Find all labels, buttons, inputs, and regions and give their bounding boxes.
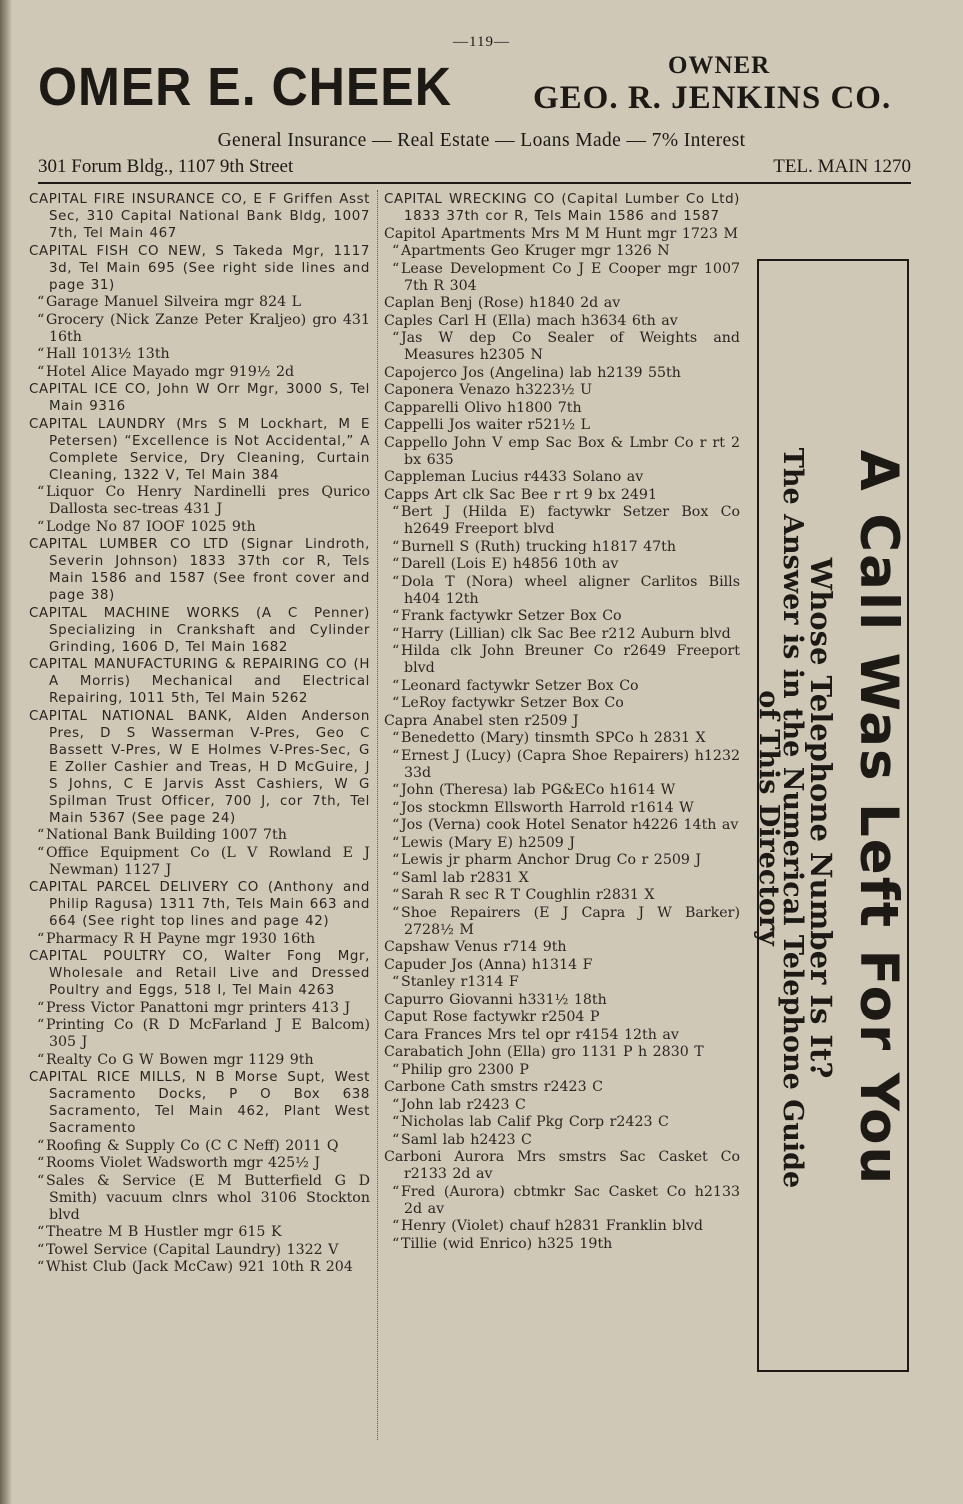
directory-entry	[384, 939, 740, 956]
directory-entry	[29, 1224, 370, 1241]
directory-entry	[384, 678, 740, 695]
entry-text: Capshaw Venus r714 9th	[384, 939, 567, 955]
entry-text: CAPITAL WRECKING CO (Capital Lumber Co Ltd) 1833 37th cor R, Tels Main 1586 and 1587	[384, 192, 740, 224]
ditto-mark: “	[392, 852, 400, 868]
ad-guide-line: of This Directory	[753, 690, 784, 946]
ad-subline: Whose Telephone Number Is It?	[804, 557, 838, 1079]
ditto-mark: “	[37, 1259, 45, 1275]
ditto-mark: “	[392, 1218, 400, 1234]
directory-entry	[384, 556, 740, 573]
directory-entry	[384, 313, 740, 330]
entry-text: Jos stockmn Ellsworth Harrold r1614 W	[401, 799, 694, 816]
directory-entry	[384, 957, 740, 974]
entry-text: Leonard factywkr Setzer Box Co	[401, 677, 639, 694]
directory-entry	[29, 381, 370, 415]
entry-text: Cappelli Jos waiter r521½ L	[384, 417, 591, 433]
directory-entry	[29, 879, 370, 930]
directory-entry	[29, 312, 370, 346]
owner-company: GEO. R. JENKINS CO.	[533, 80, 892, 116]
directory-column-right	[384, 191, 740, 1253]
directory-entry	[29, 1259, 370, 1276]
directory-entry	[384, 1114, 740, 1131]
directory-entry	[384, 1009, 740, 1026]
ditto-mark: “	[392, 573, 400, 590]
entry-text: Carboni Aurora Mrs smstrs Sac Casket Co r2133 2d av	[384, 1149, 740, 1182]
entry-text: Realty Co G W Bowen mgr 1129 9th	[46, 1051, 314, 1068]
entry-text: Stanley r1314 F	[401, 974, 519, 990]
entry-text: Ernest J (Lucy) (Capra Shoe Repairers) h1232 33d	[401, 747, 740, 781]
entry-text: Lewis (Mary E) h2509 J	[401, 834, 575, 851]
entry-text: John lab r2423 C	[401, 1096, 526, 1113]
ad-headline: A Call Was Left For You	[848, 449, 909, 1187]
entry-text: Towel Service (Capital Laundry) 1322 V	[46, 1241, 339, 1258]
telephone-guide-ad	[753, 259, 909, 1372]
directory-entry	[384, 539, 740, 556]
directory-entry	[384, 400, 740, 417]
directory-column-left	[29, 191, 370, 1277]
entry-text: Cara Frances Mrs tel opr r4154 12th av	[384, 1026, 679, 1043]
ditto-mark: “	[392, 730, 400, 746]
directory-entry	[384, 817, 740, 834]
ditto-mark: “	[37, 363, 45, 380]
directory-entry	[29, 294, 370, 311]
entry-text: Sales & Service (E M Butterfield G D Smith) vacuum clnrs whol 3106 Stockton blvd	[46, 1172, 370, 1223]
ditto-mark: “	[392, 643, 400, 659]
ditto-mark: “	[37, 484, 45, 500]
entry-text: Capitol Apartments Mrs M M Hunt mgr 1723 M	[384, 225, 738, 242]
directory-entry	[384, 261, 740, 295]
column-divider	[377, 190, 378, 1440]
directory-entry	[29, 708, 370, 827]
entry-text: Liquor Co Henry Nardinelli pres Qurico Dallosta sec-treas 431 J	[46, 484, 370, 517]
entry-text: Caput Rose factywkr r2504 P	[384, 1009, 600, 1025]
entry-text: Tillie (wid Enrico) h325 19th	[401, 1235, 613, 1252]
entry-text: Apartments Geo Kruger mgr 1326 N	[401, 243, 670, 259]
ditto-mark: “	[392, 834, 400, 851]
directory-entry	[384, 1184, 740, 1218]
ditto-mark: “	[37, 999, 45, 1016]
entry-text: LeRoy factywkr Setzer Box Co	[401, 695, 624, 711]
page-binding-edge	[0, 0, 12, 1504]
ditto-mark: “	[392, 243, 400, 259]
entry-text: Harry (Lillian) clk Sac Bee r212 Auburn blvd	[401, 625, 731, 642]
directory-entry	[29, 1052, 370, 1069]
entry-text: Lease Development Co J E Cooper mgr 1007 7th R 304	[401, 260, 740, 294]
ditto-mark: “	[37, 1155, 45, 1171]
directory-entry	[384, 852, 740, 869]
directory-entry	[384, 870, 740, 887]
entry-text: Capojerco Jos (Angelina) lab h2139 55th	[384, 364, 681, 381]
entry-text: Caples Carl H (Ella) mach h3634 6th av	[384, 312, 678, 329]
entry-text: Cappleman Lucius r4433 Solano av	[384, 469, 644, 485]
ditto-mark: “	[37, 1137, 45, 1154]
entry-text: John (Theresa) lab PG&ECo h1614 W	[401, 782, 676, 798]
ditto-mark: “	[392, 677, 400, 694]
entry-text: Saml lab r2831 X	[401, 869, 529, 886]
ditto-mark: “	[392, 782, 400, 798]
ditto-mark: “	[392, 887, 400, 903]
ditto-mark: “	[37, 294, 45, 310]
directory-entry	[384, 1044, 740, 1061]
directory-entry	[384, 1132, 740, 1149]
ditto-mark: “	[392, 330, 400, 346]
entry-text: Saml lab h2423 C	[401, 1131, 532, 1148]
ditto-mark: “	[392, 1061, 400, 1078]
entry-text: Whist Club (Jack McCaw) 921 10th R 204	[46, 1259, 353, 1275]
directory-entry	[384, 574, 740, 608]
entry-text: Roofing & Supply Co (C C Neff) 2011 Q	[46, 1137, 339, 1154]
directory-entry	[384, 487, 740, 504]
ditto-mark: “	[392, 904, 400, 921]
directory-entry	[384, 504, 740, 538]
entry-text: Garage Manuel Silveira mgr 824 L	[46, 294, 302, 310]
entry-text: Printing Co (R D McFarland J E Balcom) 305 J	[46, 1017, 370, 1050]
ditto-mark: “	[392, 1114, 400, 1130]
ditto-mark: “	[392, 1235, 400, 1252]
ditto-mark: “	[392, 869, 400, 886]
ditto-mark: “	[37, 827, 45, 843]
directory-entry	[384, 1027, 740, 1044]
ditto-mark: “	[392, 695, 400, 711]
directory-entry	[29, 845, 370, 879]
ditto-mark: “	[37, 1241, 45, 1258]
entry-text: National Bank Building 1007 7th	[46, 827, 287, 843]
directory-entry	[384, 643, 740, 677]
ditto-mark: “	[37, 1051, 45, 1068]
directory-entry	[384, 800, 740, 817]
directory-entry	[29, 1017, 370, 1051]
advertiser-name: OMER E. CHEEK	[38, 57, 452, 117]
ad-rotated-text	[753, 273, 910, 1363]
directory-entry	[384, 191, 740, 225]
directory-entry	[29, 1173, 370, 1224]
directory-entry	[29, 191, 370, 242]
entry-text: Nicholas lab Calif Pkg Corp r2423 C	[401, 1114, 669, 1130]
ditto-mark: “	[37, 1017, 45, 1033]
directory-entry	[384, 782, 740, 799]
entry-text: Carabatich John (Ella) gro 1131 P h 2830 T	[384, 1044, 704, 1060]
entry-text: Theatre M B Hustler mgr 615 K	[46, 1224, 282, 1240]
ditto-mark: “	[392, 1131, 400, 1148]
office-phone: TEL. MAIN 1270	[773, 156, 911, 177]
entry-text: Capparelli Olivo h1800 7th	[384, 399, 582, 416]
directory-entry	[384, 730, 740, 747]
ditto-mark: “	[37, 518, 45, 535]
ditto-mark: “	[392, 799, 400, 816]
directory-entry	[384, 365, 740, 382]
ditto-mark: “	[392, 260, 400, 277]
entry-text: CAPITAL FIRE INSURANCE CO, E F Griffen Asst Sec, 310 Capital National Bank Bldg, 1007 7th, Tel Main 467	[29, 192, 370, 241]
entry-text: Capuder Jos (Anna) h1314 F	[384, 956, 593, 973]
directory-entry	[29, 484, 370, 518]
entry-text: Shoe Repairers (E J Capra J W Barker) 2728½ M	[401, 904, 740, 938]
entry-text: Jas W dep Co Sealer of Weights and Measures h2305 N	[401, 330, 740, 363]
entry-text: Pharmacy R H Payne mgr 1930 16th	[46, 930, 316, 947]
directory-entry	[384, 1079, 740, 1096]
ditto-mark: “	[392, 625, 400, 642]
directory-entry	[384, 992, 740, 1009]
ditto-mark: “	[392, 817, 400, 833]
entry-text: Hilda clk John Breuner Co r2649 Freeport blvd	[401, 643, 740, 676]
entry-text: Hotel Alice Mayado mgr 919½ 2d	[46, 363, 295, 380]
entry-text: Benedetto (Mary) tinsmth SPCo h 2831 X	[401, 730, 706, 746]
ditto-mark: “	[37, 930, 45, 947]
ditto-mark: “	[37, 311, 45, 328]
directory-entry	[29, 605, 370, 656]
directory-entry	[384, 695, 740, 712]
ditto-mark: “	[392, 504, 400, 520]
directory-entry	[384, 382, 740, 399]
directory-entry	[384, 469, 740, 486]
entry-text: Bert J (Hilda E) factywkr Setzer Box Co h2649 Freeport blvd	[401, 504, 740, 537]
entry-text: Henry (Violet) chauf h2831 Franklin blvd	[401, 1218, 703, 1234]
directory-entry	[29, 416, 370, 484]
services-tagline: General Insurance — Real Estate — Loans Made — 7% Interest	[217, 130, 746, 151]
directory-entry	[29, 1069, 370, 1137]
ditto-mark: “	[37, 1172, 45, 1189]
directory-entry	[384, 905, 740, 939]
owner-label: OWNER	[668, 52, 771, 79]
entry-text: Burnell S (Ruth) trucking h1817 47th	[401, 538, 677, 555]
ditto-mark: “	[392, 1183, 400, 1200]
directory-entry	[29, 1242, 370, 1259]
entry-text: Frank factywkr Setzer Box Co	[401, 608, 622, 624]
ditto-mark: “	[392, 747, 400, 764]
directory-entry	[384, 1062, 740, 1079]
entry-text: CAPITAL MACHINE WORKS (A C Penner) Specializing in Crankshaft and Cylinder Grinding, 1606 D, Tel Main 1682	[29, 605, 370, 655]
directory-entry	[29, 1000, 370, 1017]
directory-entry	[384, 295, 740, 312]
entry-text: Jos (Verna) cook Hotel Senator h4226 14th av	[401, 817, 739, 833]
directory-entry	[384, 608, 740, 625]
directory-entry	[384, 626, 740, 643]
directory-entry	[384, 713, 740, 730]
entry-text: Dola T (Nora) wheel aligner Carlitos Bills h404 12th	[401, 573, 740, 607]
entry-text: Hall 1013½ 13th	[46, 346, 170, 362]
ditto-mark: “	[392, 538, 400, 555]
entry-text: Capps Art clk Sac Bee r rt 9 bx 2491	[384, 486, 657, 503]
ditto-mark: “	[37, 346, 45, 362]
entry-text: CAPITAL LUMBER CO LTD (Signar Lindroth, Severin Johnson) 1833 37th cor R, Tels Main 1586 and 1587 (See front cover and page 38)	[29, 537, 370, 603]
entry-text: CAPITAL RICE MILLS, N B Morse Supt, West Sacramento Docks, P O Box 638 Sacramento, Tel Main 462, Plant West Sacramento	[29, 1070, 370, 1136]
ditto-mark: “	[392, 974, 400, 990]
ditto-mark: “	[392, 556, 400, 572]
entry-text: Office Equipment Co (L V Rowland E J Newman) 1127 J	[46, 844, 370, 878]
directory-entry	[29, 931, 370, 948]
directory-entry	[29, 656, 370, 707]
directory-entry	[384, 1149, 740, 1183]
entry-text: Grocery (Nick Zanze Peter Kraljeo) gro 431 16th	[46, 311, 370, 345]
entry-text: Press Victor Panattoni mgr printers 413 J	[46, 999, 351, 1016]
entry-text: Carbone Cath smstrs r2423 C	[384, 1079, 603, 1095]
directory-entry	[384, 1236, 740, 1253]
directory-entry	[29, 827, 370, 844]
ditto-mark: “	[37, 1224, 45, 1240]
office-address: 301 Forum Bldg., 1107 9th Street	[38, 156, 294, 177]
entry-text: Capra Anabel sten r2509 J	[384, 712, 579, 729]
entry-text: CAPITAL POULTRY CO, Walter Fong Mgr, Wholesale and Retail Live and Dressed Poultry and Eggs, 518 I, Tel Main 4263	[29, 949, 370, 998]
entry-text: Caplan Benj (Rose) h1840 2d av	[384, 295, 621, 311]
directory-entry	[29, 948, 370, 999]
entry-text: Cappello John V emp Sac Box & Lmbr Co r rt 2 bx 635	[384, 434, 740, 468]
directory-entry	[29, 1155, 370, 1172]
ditto-mark: “	[37, 844, 45, 861]
directory-entry	[384, 1097, 740, 1114]
directory-entry	[384, 330, 740, 364]
entry-text: Capurro Giovanni h331½ 18th	[384, 991, 607, 1008]
page-number: —119—	[453, 34, 510, 50]
directory-entry	[29, 519, 370, 536]
entry-text: Lodge No 87 IOOF 1025 9th	[46, 518, 256, 535]
entry-text: CAPITAL NATIONAL BANK, Alden Anderson Pres, D S Wasserman V-Pres, Geo C Bassett V-Pres, W E Holmes V-Pres-Sec, G E Zoller Cashier and Treas, H D McGuire, J S Johns, C E Jarvis Asst Cashiers, W G Spilman Trust Officer, 700 J, cor 7th, Tel Main 5367 (See page 24)	[29, 708, 370, 826]
entry-text: CAPITAL MANUFACTURING & REPAIRING CO (H A Morris) Mechanical and Electrical Repairing, 1011 5th, Tel Main 5262	[29, 657, 370, 706]
directory-entry	[384, 748, 740, 782]
directory-entry	[384, 835, 740, 852]
directory-entry	[384, 974, 740, 991]
directory-entry	[384, 887, 740, 904]
header-divider	[38, 182, 911, 184]
entry-text: Sarah R sec R T Coughlin r2831 X	[401, 887, 655, 903]
directory-entry	[29, 346, 370, 363]
entry-text: Caponera Venazo h3223½ U	[384, 382, 593, 398]
ad-answer-line: The Answer is in the Numerical Telephone Guide	[777, 447, 808, 1189]
directory-entry	[29, 364, 370, 381]
directory-entry	[384, 435, 740, 469]
ditto-mark: “	[392, 1096, 400, 1113]
entry-text: Philip gro 2300 P	[401, 1061, 529, 1078]
directory-entry	[384, 243, 740, 260]
entry-text: Lewis jr pharm Anchor Drug Co r 2509 J	[401, 852, 702, 868]
directory-entry	[384, 1218, 740, 1235]
directory-entry	[29, 536, 370, 604]
entry-text: CAPITAL FISH CO NEW, S Takeda Mgr, 1117 3d, Tel Main 695 (See right side lines and page 31)	[29, 243, 370, 293]
directory-entry	[384, 226, 740, 243]
entry-text: CAPITAL ICE CO, John W Orr Mgr, 3000 S, Tel Main 9316	[29, 382, 370, 414]
directory-entry	[29, 243, 370, 294]
directory-entry	[384, 417, 740, 434]
entry-text: Fred (Aurora) cbtmkr Sac Casket Co h2133 2d av	[401, 1183, 740, 1217]
ditto-mark: “	[392, 608, 400, 624]
entry-text: Rooms Violet Wadsworth mgr 425½ J	[46, 1155, 321, 1171]
directory-entry	[29, 1138, 370, 1155]
entry-text: CAPITAL LAUNDRY (Mrs S M Lockhart, M E Petersen) “Excellence is Not Accidental,” A Complete Service, Dry Cleaning, Curtain Cleaning, 1322 V, Tel Main 384	[29, 416, 370, 483]
entry-text: Darell (Lois E) h4856 10th av	[401, 556, 619, 572]
entry-text: CAPITAL PARCEL DELIVERY CO (Anthony and Philip Ragusa) 1311 7th, Tels Main 663 and 664 (See right top lines and page 42)	[29, 880, 370, 929]
